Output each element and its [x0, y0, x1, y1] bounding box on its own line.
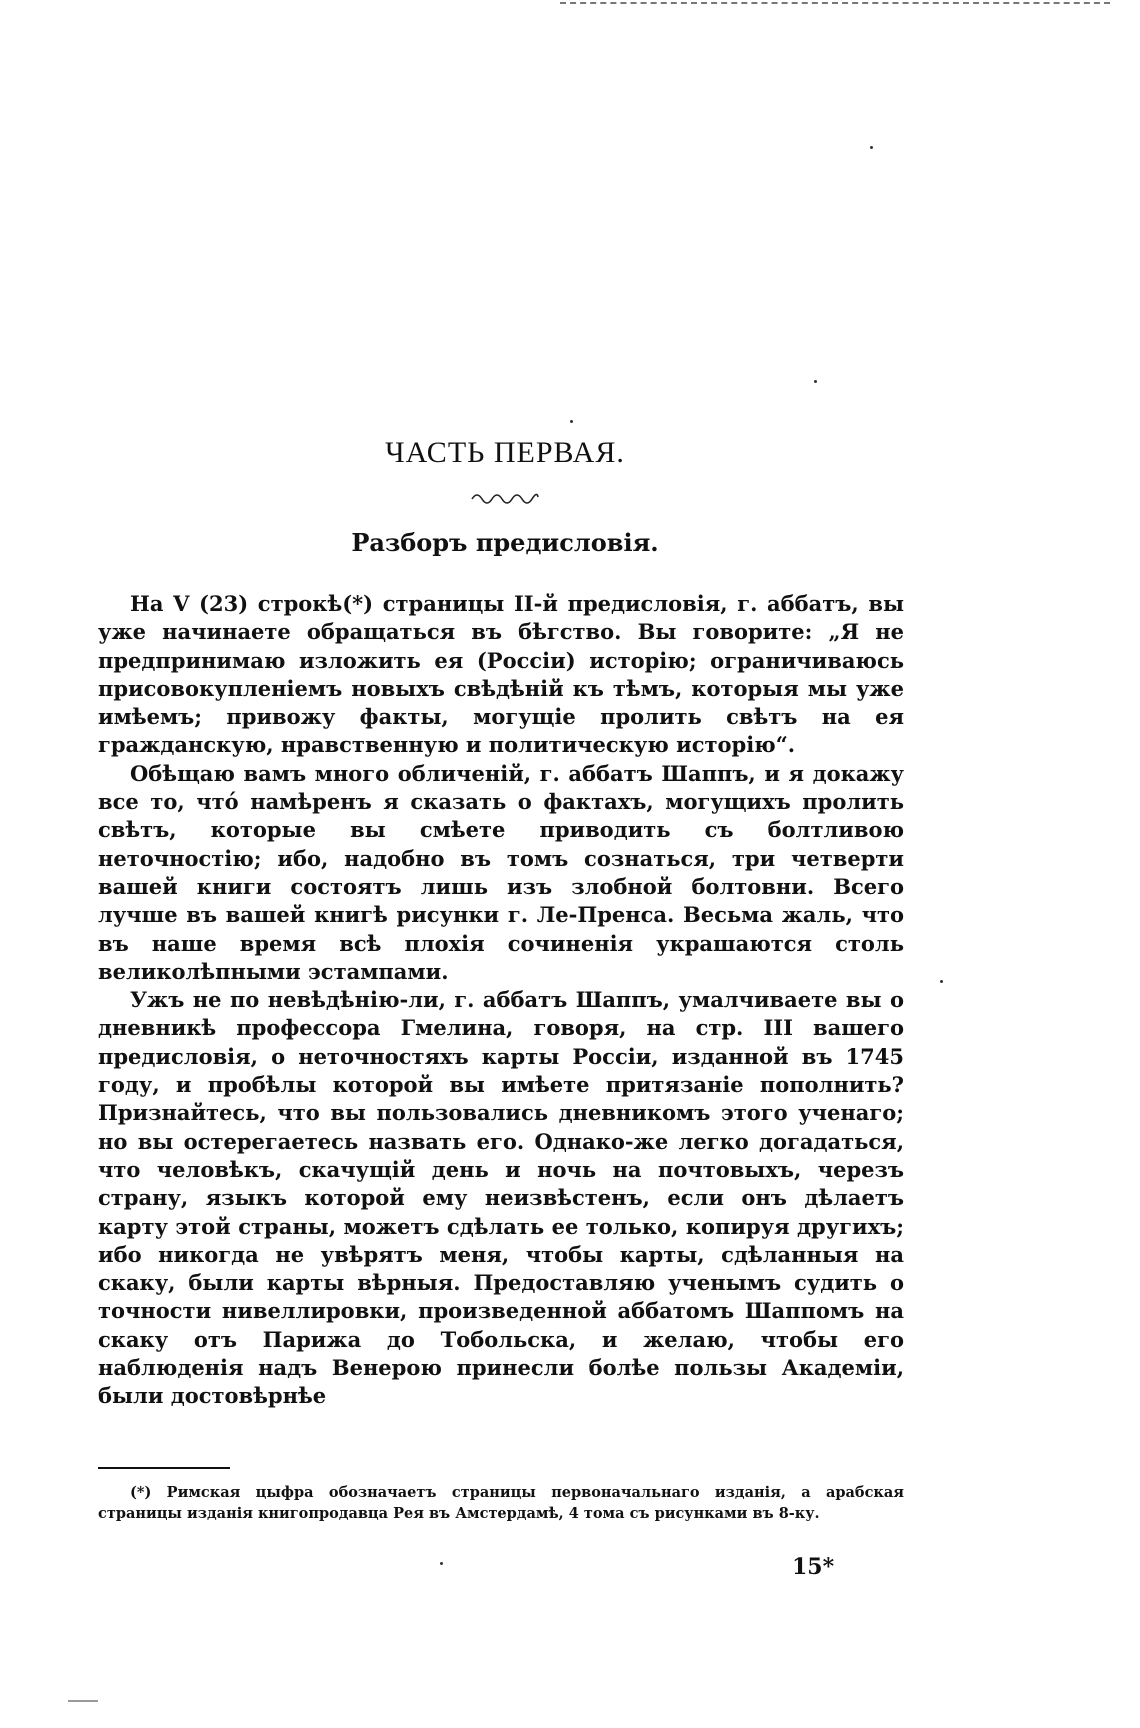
footnote-rule — [98, 1467, 230, 1469]
bottom-edge-mark — [68, 1700, 98, 1702]
paragraph: Обѣщаю вамъ много обличеній, г. аббатъ Шаппъ, и я докажу все то, что́ намѣренъ я сказать о фактахъ, могущихъ пролить свѣтъ, которые вы смѣете приводить съ болтливою неточностію; ибо, надобно въ томъ сознаться, три четверти вашей книги состоятъ лишь изъ злобной болтовни. Всего лучше въ вашей книгѣ рисунки г. Ле-Пренса. Весьма жаль, что въ наше время всѣ плохія сочиненія украшаются столь великолѣпными эстампами. — [98, 760, 904, 984]
footnote-text: (*) Римская цыфра обозначаетъ страницы первоначальнаго изданія, а арабская страницы изданія книгопродавца Рея въ Амстердамѣ, 4 тома съ рисунками въ 8-ку. — [98, 1484, 904, 1522]
stray-dot — [940, 980, 943, 983]
stray-dot — [440, 1562, 443, 1565]
body-text — [98, 590, 904, 1411]
top-edge-rule — [560, 2, 1110, 4]
part-title: ЧАСТЬ ПЕРВАЯ. — [385, 436, 625, 469]
stray-dot — [814, 380, 817, 383]
signature-mark: 15* — [792, 1554, 835, 1580]
footnote — [98, 1482, 904, 1524]
section-title: Разборъ предисловія. — [351, 528, 659, 557]
paragraph: На V (23) строкѣ(*) страницы II-й предисловія, г. аббатъ, вы уже начинаете обращаться въ бѣгство. Вы говорите: „Я не предпринимаю изложить ея (Россіи) исторію; ограничиваюсь присовокупленіемъ новыхъ свѣдѣній къ тѣмъ, которыя мы уже имѣемъ; привожу факты, могущіе пролить свѣтъ на ея гражданскую, нравственную и политическую исторію“. — [98, 591, 904, 758]
wavy-ornament — [470, 488, 540, 506]
stray-dot — [870, 146, 873, 149]
stray-dot — [570, 420, 573, 423]
paragraph: Ужъ не по невѣдѣнію-ли, г. аббатъ Шаппъ, умалчиваете вы о дневникѣ профессора Гмелина, говоря, на стр. III вашего предисловія, о неточностяхъ карты Россіи, изданной въ 1745 году, и пробѣлы которой вы имѣете притязаніе пополнить? Признайтесь, что вы пользовались дневникомъ этого ученаго; но вы остерегаетесь назвать его. Однако-же легко догадаться, что человѣкъ, скачущій день и ночь на почтовыхъ, черезъ страну, языкъ которой ему неизвѣстенъ, если онъ дѣлаетъ карту этой страны, можетъ сдѣлать ее только, копируя другихъ; ибо никогда не увѣрятъ меня, чтобы карты, сдѣланныя на скаку, были карты вѣрныя. Предоставляю ученымъ судить о точности нивеллировки, произведенной аббатомъ Шаппомъ на скаку отъ Парижа до Тобольска, и желаю, чтобы его наблюденія надъ Венерою принесли болѣе пользы Академіи, были достовѣрнѣе — [98, 987, 904, 1409]
